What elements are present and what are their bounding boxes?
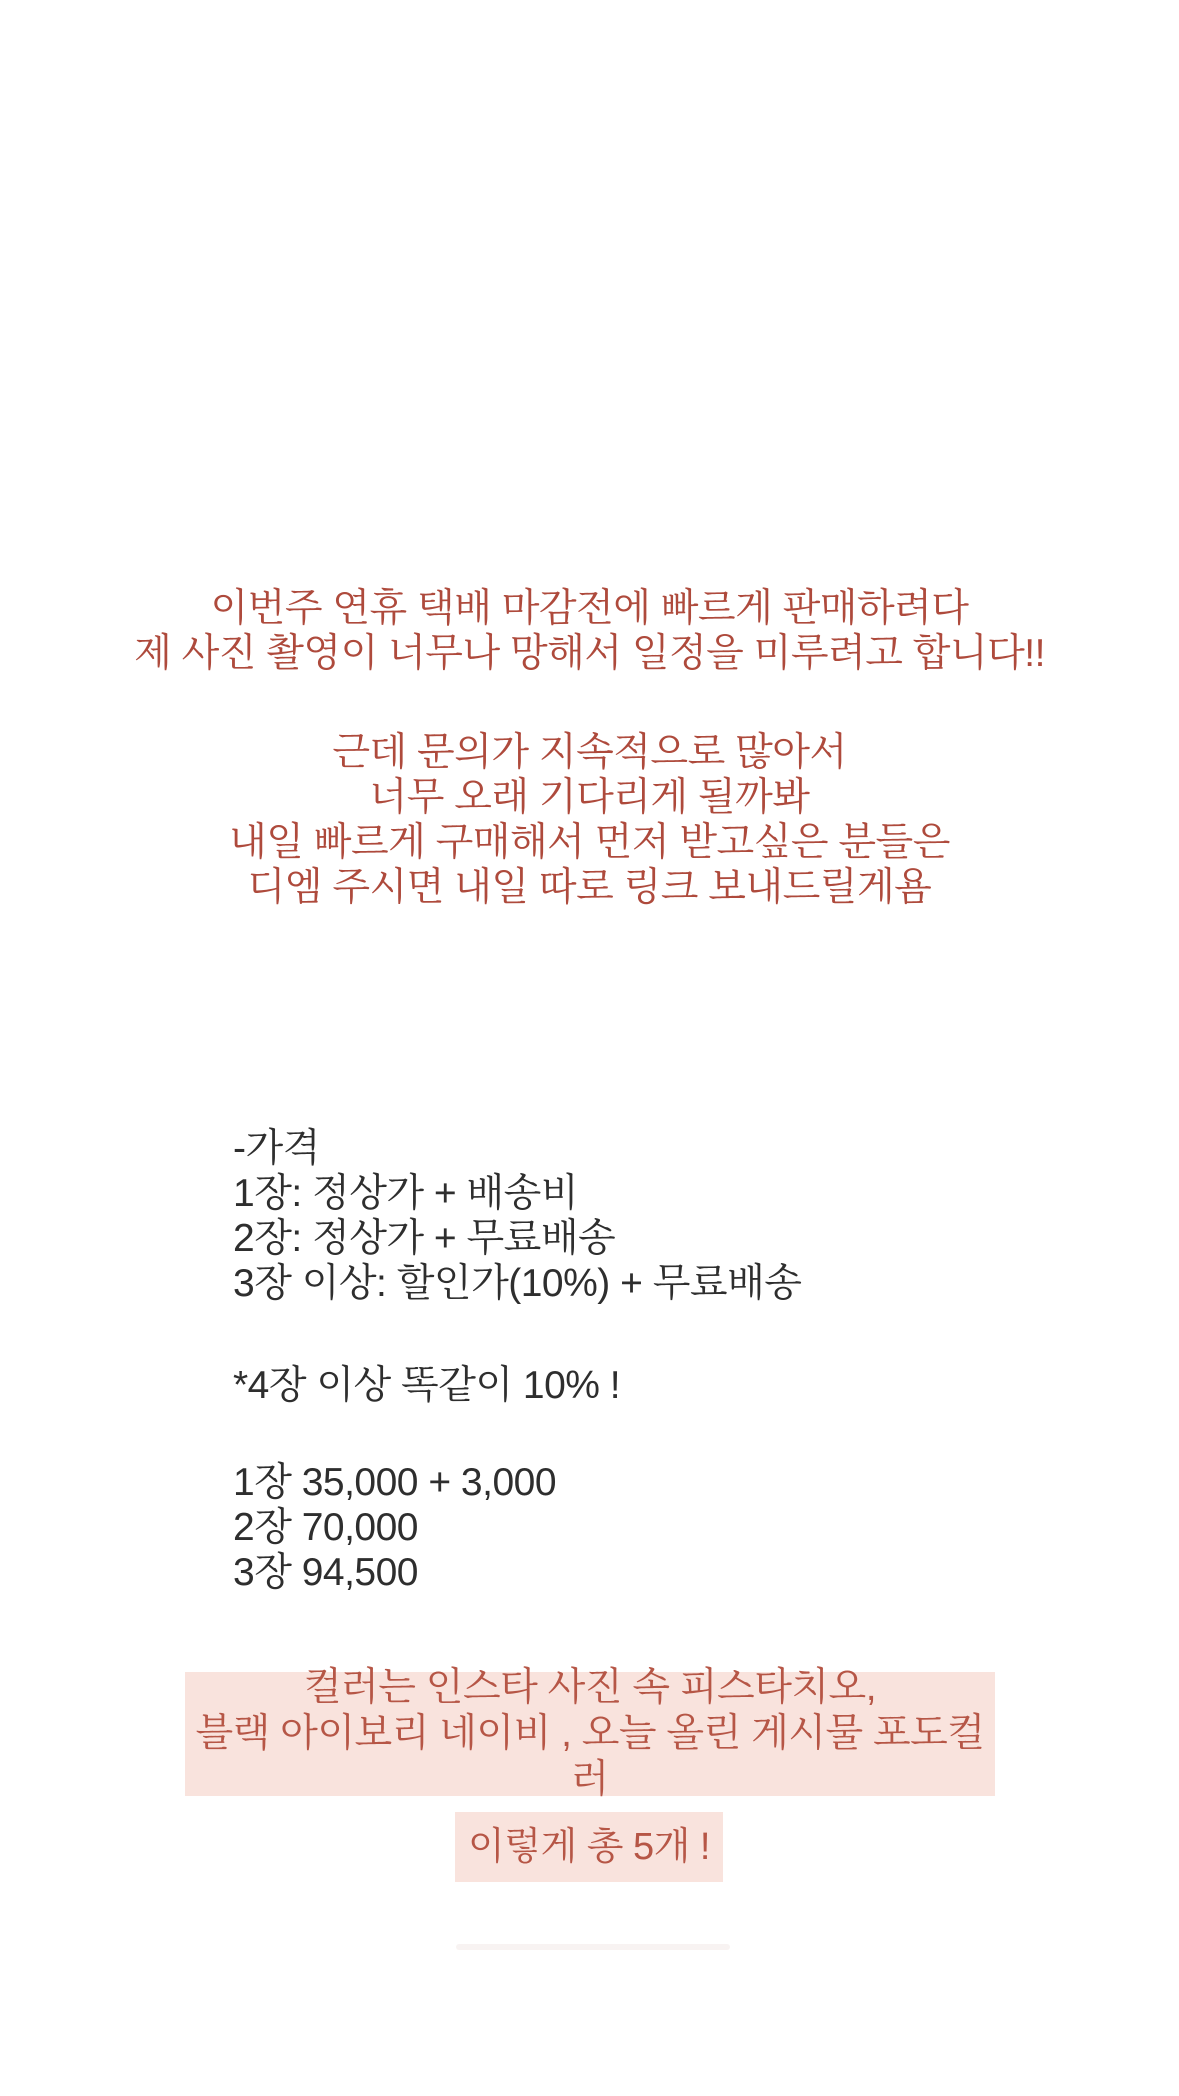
pricing-tier: 3장 이상: 할인가(10%) + 무료배송 <box>233 1262 802 1305</box>
pricing-total: 3장 94,500 <box>233 1551 418 1594</box>
announcement-line: 내일 빠르게 구매해서 먼저 받고싶은 분들은 <box>229 821 950 864</box>
announcement-line: 제 사진 촬영이 너무나 망해서 일정을 미루려고 합니다!! <box>134 632 1045 675</box>
pricing-section <box>233 1126 801 1306</box>
pricing-total: 1장 35,000 + 3,000 <box>233 1461 557 1504</box>
pricing-tier: 2장: 정상가 + 무료배송 <box>233 1217 616 1260</box>
color-count-label: 이렇게 총 5개 ! <box>468 1826 710 1868</box>
pricing-tier: 1장: 정상가 + 배송비 <box>233 1172 579 1215</box>
pricing-note <box>233 1363 620 1408</box>
announcement-line: 디엠 주시면 내일 따로 링크 보내드릴게욤 <box>247 866 932 909</box>
color-count-highlight-box <box>455 1812 723 1882</box>
color-list-highlight-box <box>185 1666 995 1801</box>
announcement-paragraph-2 <box>0 730 1179 910</box>
pricing-header: -가격 <box>233 1127 320 1170</box>
announcement-line: 너무 오래 기다리게 될까봐 <box>369 776 810 819</box>
announcement-paragraph-1 <box>0 586 1179 676</box>
color-list-line: 컬러는 인스타 사진 속 피스타치오, <box>303 1666 877 1709</box>
pricing-note-text: *4장 이상 똑같이 10% ! <box>233 1364 621 1407</box>
announcement-line: 이번주 연휴 택배 마감전에 빠르게 판매하려다 <box>210 587 969 630</box>
color-list-line: 블랙 아이보리 네이비 , 오늘 올린 게시물 포도컬러 <box>195 1712 985 1801</box>
faint-divider-strip <box>456 1944 730 1950</box>
announcement-line: 근데 문의가 지속적으로 많아서 <box>332 731 847 774</box>
pricing-total: 2장 70,000 <box>233 1506 418 1549</box>
pricing-totals <box>233 1460 556 1595</box>
